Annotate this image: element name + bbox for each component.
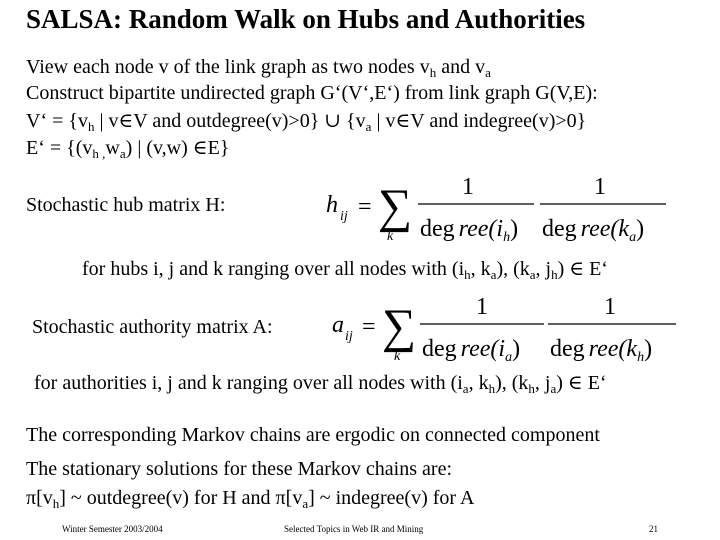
subscript: a [529, 266, 536, 282]
subscript: h [488, 380, 496, 396]
subscript: h [528, 380, 535, 396]
text-segment: | v∈V and outdegree(v)>0} ∪ {v [94, 110, 366, 132]
hub-matrix-label: Stochastic hub matrix H: [26, 194, 226, 216]
text-segment: for hubs i, j and k ranging over all nodes with (i [82, 258, 465, 280]
formula-lhs: h [326, 192, 338, 218]
denominator: deg $ree(i_h)$ [420, 216, 519, 245]
text-segment: , j [535, 258, 552, 280]
text-segment: E‘ = {(v [26, 137, 93, 159]
text-segment: and v [436, 56, 486, 78]
subscript: h [52, 495, 60, 511]
text-segment: π[v [26, 487, 53, 509]
subscript: h [464, 266, 471, 282]
hub-matrix-formula [322, 170, 702, 250]
subscript: h [551, 266, 558, 282]
numerator-one: 1 [462, 174, 474, 200]
text-segment: ), (k [495, 372, 529, 394]
summation-symbol: ∑ [382, 300, 417, 353]
text-line-edge-set [26, 135, 229, 160]
sum-index: k [387, 229, 394, 244]
text-segment: ) ∈ E‘ [556, 372, 607, 394]
subscript: a [119, 145, 126, 161]
text-segment: | v∈V and indegree(v)>0} [371, 110, 587, 132]
authority-matrix-formula [328, 290, 698, 370]
text-segment: ] ~ indegree(v) for A [308, 487, 475, 509]
page-number: 21 [649, 524, 658, 534]
equals-sign: = [358, 194, 372, 220]
authority-matrix-label: Stochastic authority matrix A: [32, 316, 273, 338]
stationary-intro: The stationary solutions for these Markov chains are: [26, 458, 452, 480]
formula-lhs: a [332, 312, 344, 338]
footer-semester: Winter Semester 2003/2004 [62, 524, 163, 534]
footer-course-title: Selected Topics in Web IR and Mining [284, 524, 424, 534]
formula-lhs-subscript: ij [345, 329, 353, 344]
subscript: h [87, 118, 95, 134]
text-line-bipartite: Construct bipartite undirected graph G‘(V‘,E‘) from link graph G(V,E): [26, 82, 598, 104]
text-segment: for authorities i, j and k ranging over all nodes with (i [34, 372, 463, 394]
text-segment: ) | (v,w) ∈E} [125, 137, 230, 159]
authority-condition-text [34, 370, 607, 395]
ergodic-statement: The corresponding Markov chains are ergodic on connected component [26, 424, 600, 446]
sum-index: k [394, 349, 401, 364]
text-segment: ) ∈ E‘ [557, 258, 608, 280]
text-segment: , k [468, 372, 489, 394]
numerator-one: 1 [476, 294, 488, 320]
stationary-solution [26, 487, 474, 510]
subscript: a [365, 118, 372, 134]
text-segment: , j [534, 372, 551, 394]
summation-symbol: ∑ [378, 180, 413, 233]
subscript: a [550, 380, 557, 396]
denominator: deg $ree(k_h)$ [550, 336, 653, 365]
text-line-vertex-set [26, 108, 586, 133]
numerator-one: 1 [604, 294, 616, 320]
subscript: h , [92, 145, 106, 161]
subscript: a [462, 380, 469, 396]
equals-sign: = [362, 314, 376, 340]
text-segment: View each node v of the link graph as two nodes v [26, 56, 430, 78]
numerator-one: 1 [594, 174, 606, 200]
subscript: h [429, 64, 437, 80]
slide-title: SALSA: Random Walk on Hubs and Authorities [26, 4, 586, 34]
subscript: a [302, 495, 309, 511]
denominator: deg $ree(i_a)$ [422, 336, 521, 365]
subscript: a [485, 64, 491, 80]
subscript: a [490, 266, 497, 282]
text-segment: w [105, 137, 120, 159]
text-line-nodes [26, 56, 491, 79]
text-segment: V‘ = {v [26, 110, 88, 132]
text-segment: ), (k [496, 258, 530, 280]
hub-condition-text [82, 256, 608, 281]
denominator: deg $ree(k_a)$ [542, 216, 645, 245]
text-segment: ] ~ outdegree(v) for H and π[v [59, 487, 303, 509]
text-segment: , k [470, 258, 491, 280]
formula-lhs-subscript: ij [340, 209, 348, 224]
